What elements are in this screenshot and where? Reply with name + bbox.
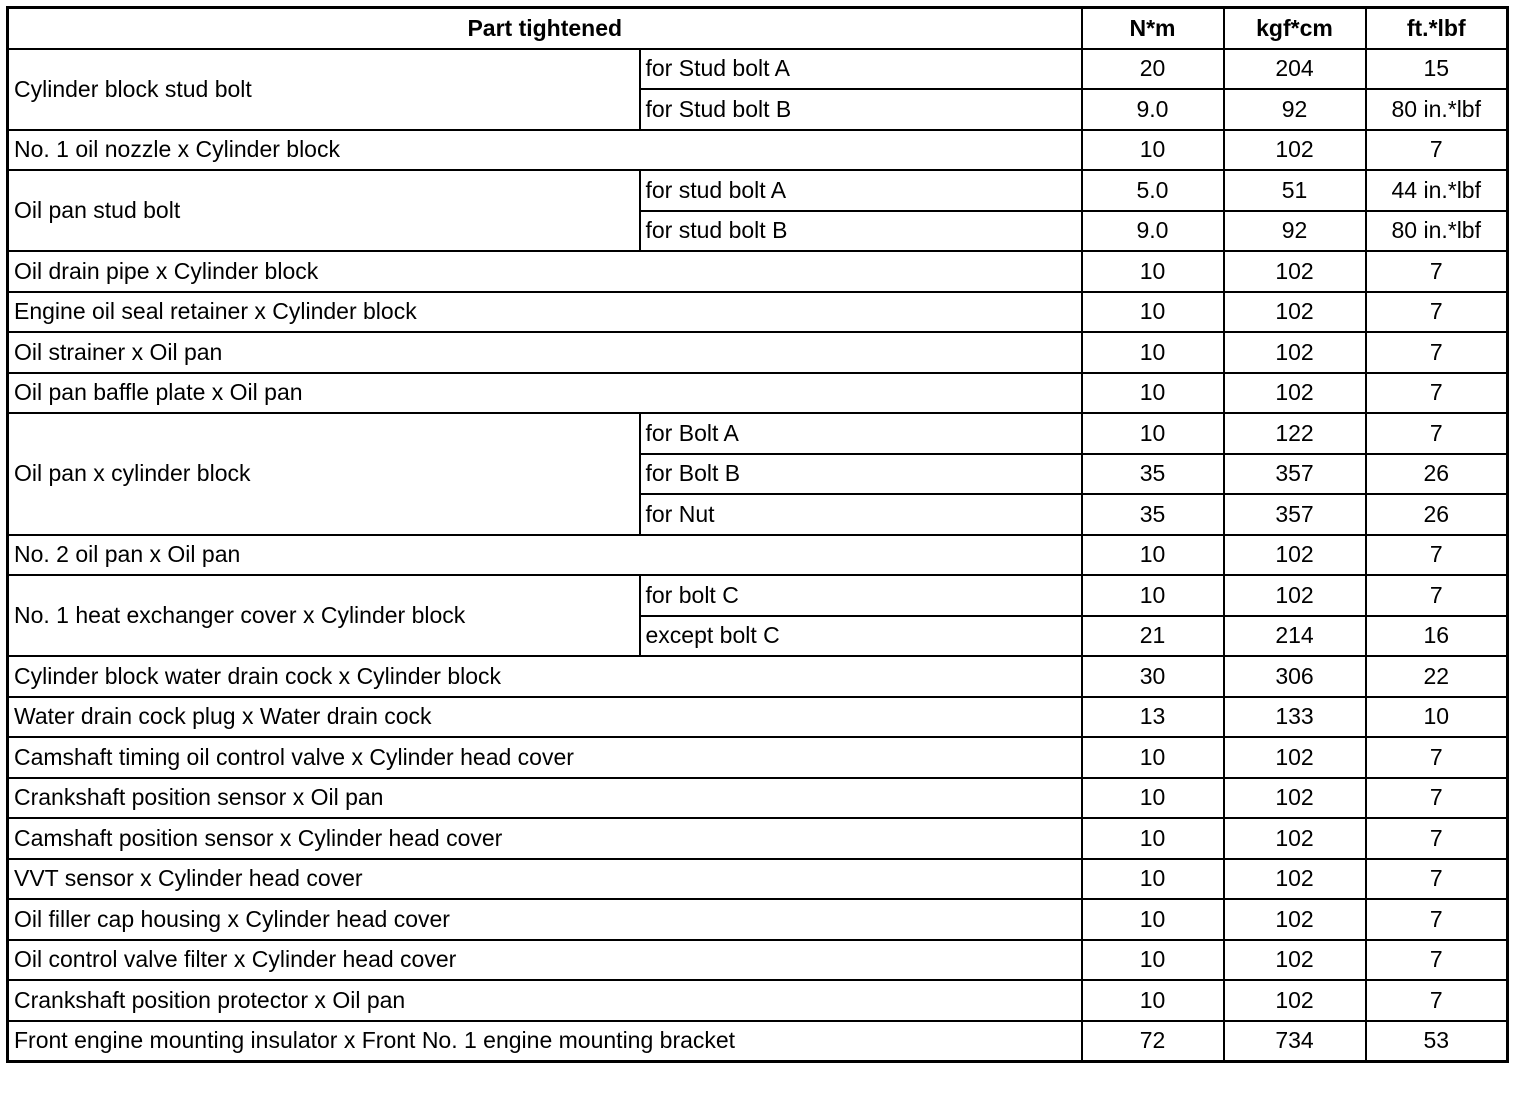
header-kgfcm: kgf*cm — [1224, 8, 1366, 49]
kgfcm-cell: 102 — [1224, 899, 1366, 940]
nm-cell: 10 — [1082, 818, 1224, 859]
kgfcm-cell: 357 — [1224, 494, 1366, 535]
sub-part-cell: for bolt C — [640, 575, 1082, 616]
kgfcm-cell: 102 — [1224, 373, 1366, 414]
part-cell: Oil pan x cylinder block — [8, 413, 640, 535]
torque-spec-table — [6, 6, 1509, 1063]
kgfcm-cell: 92 — [1224, 89, 1366, 130]
part-cell: Camshaft position sensor x Cylinder head cover — [8, 818, 1082, 859]
table-row — [8, 656, 1508, 697]
kgfcm-cell: 102 — [1224, 575, 1366, 616]
kgfcm-cell: 102 — [1224, 940, 1366, 981]
ftlbf-cell: 7 — [1366, 818, 1508, 859]
nm-cell: 10 — [1082, 130, 1224, 171]
table-row — [8, 332, 1508, 373]
kgfcm-cell: 357 — [1224, 454, 1366, 495]
nm-cell: 10 — [1082, 859, 1224, 900]
nm-cell: 35 — [1082, 454, 1224, 495]
ftlbf-cell: 44 in.*lbf — [1366, 170, 1508, 211]
nm-cell: 20 — [1082, 49, 1224, 90]
kgfcm-cell: 102 — [1224, 292, 1366, 333]
ftlbf-cell: 7 — [1366, 778, 1508, 819]
ftlbf-cell: 80 in.*lbf — [1366, 211, 1508, 252]
nm-cell: 30 — [1082, 656, 1224, 697]
table-row — [8, 899, 1508, 940]
nm-cell: 10 — [1082, 737, 1224, 778]
ftlbf-cell: 15 — [1366, 49, 1508, 90]
part-cell: Crankshaft position protector x Oil pan — [8, 980, 1082, 1021]
sub-part-cell: for Bolt A — [640, 413, 1082, 454]
sub-part-cell: for Stud bolt B — [640, 89, 1082, 130]
table-row — [8, 413, 1508, 454]
nm-cell: 35 — [1082, 494, 1224, 535]
part-cell: Camshaft timing oil control valve x Cylinder head cover — [8, 737, 1082, 778]
nm-cell: 21 — [1082, 616, 1224, 657]
table-row — [8, 940, 1508, 981]
kgfcm-cell: 102 — [1224, 332, 1366, 373]
ftlbf-cell: 7 — [1366, 859, 1508, 900]
header-ftlbf: ft.*lbf — [1366, 8, 1508, 49]
ftlbf-cell: 80 in.*lbf — [1366, 89, 1508, 130]
header-row — [8, 8, 1508, 49]
table-row — [8, 818, 1508, 859]
table-row — [8, 697, 1508, 738]
kgfcm-cell: 102 — [1224, 251, 1366, 292]
table-row — [8, 1021, 1508, 1062]
part-cell: Oil pan stud bolt — [8, 170, 640, 251]
nm-cell: 10 — [1082, 251, 1224, 292]
kgfcm-cell: 734 — [1224, 1021, 1366, 1062]
part-cell: Oil control valve filter x Cylinder head cover — [8, 940, 1082, 981]
table-row — [8, 130, 1508, 171]
table-row — [8, 251, 1508, 292]
table-row — [8, 373, 1508, 414]
table-row — [8, 778, 1508, 819]
kgfcm-cell: 306 — [1224, 656, 1366, 697]
ftlbf-cell: 7 — [1366, 535, 1508, 576]
ftlbf-cell: 16 — [1366, 616, 1508, 657]
part-cell: Water drain cock plug x Water drain cock — [8, 697, 1082, 738]
kgfcm-cell: 122 — [1224, 413, 1366, 454]
ftlbf-cell: 10 — [1366, 697, 1508, 738]
nm-cell: 13 — [1082, 697, 1224, 738]
table-row — [8, 535, 1508, 576]
ftlbf-cell: 7 — [1366, 292, 1508, 333]
kgfcm-cell: 204 — [1224, 49, 1366, 90]
nm-cell: 10 — [1082, 575, 1224, 616]
nm-cell: 10 — [1082, 778, 1224, 819]
ftlbf-cell: 7 — [1366, 899, 1508, 940]
ftlbf-cell: 7 — [1366, 373, 1508, 414]
ftlbf-cell: 7 — [1366, 413, 1508, 454]
ftlbf-cell: 7 — [1366, 940, 1508, 981]
sub-part-cell: for Bolt B — [640, 454, 1082, 495]
ftlbf-cell: 26 — [1366, 494, 1508, 535]
ftlbf-cell: 7 — [1366, 980, 1508, 1021]
part-cell: VVT sensor x Cylinder head cover — [8, 859, 1082, 900]
nm-cell: 10 — [1082, 535, 1224, 576]
header-nm: N*m — [1082, 8, 1224, 49]
nm-cell: 10 — [1082, 899, 1224, 940]
kgfcm-cell: 51 — [1224, 170, 1366, 211]
part-cell: No. 1 heat exchanger cover x Cylinder block — [8, 575, 640, 656]
sub-part-cell: for Stud bolt A — [640, 49, 1082, 90]
part-cell: Oil filler cap housing x Cylinder head cover — [8, 899, 1082, 940]
kgfcm-cell: 102 — [1224, 778, 1366, 819]
part-cell: Oil strainer x Oil pan — [8, 332, 1082, 373]
table-row — [8, 980, 1508, 1021]
nm-cell: 9.0 — [1082, 89, 1224, 130]
ftlbf-cell: 7 — [1366, 251, 1508, 292]
table-row — [8, 292, 1508, 333]
kgfcm-cell: 133 — [1224, 697, 1366, 738]
part-cell: No. 1 oil nozzle x Cylinder block — [8, 130, 1082, 171]
table-row — [8, 859, 1508, 900]
part-cell: Front engine mounting insulator x Front No. 1 engine mounting bracket — [8, 1021, 1082, 1062]
sub-part-cell: for stud bolt A — [640, 170, 1082, 211]
nm-cell: 10 — [1082, 940, 1224, 981]
ftlbf-cell: 22 — [1366, 656, 1508, 697]
table-row — [8, 49, 1508, 90]
ftlbf-cell: 7 — [1366, 575, 1508, 616]
part-cell: Crankshaft position sensor x Oil pan — [8, 778, 1082, 819]
kgfcm-cell: 102 — [1224, 535, 1366, 576]
nm-cell: 72 — [1082, 1021, 1224, 1062]
table-body — [8, 49, 1508, 1062]
ftlbf-cell: 7 — [1366, 332, 1508, 373]
ftlbf-cell: 7 — [1366, 737, 1508, 778]
kgfcm-cell: 102 — [1224, 818, 1366, 859]
kgfcm-cell: 214 — [1224, 616, 1366, 657]
kgfcm-cell: 92 — [1224, 211, 1366, 252]
sub-part-cell: for Nut — [640, 494, 1082, 535]
kgfcm-cell: 102 — [1224, 737, 1366, 778]
ftlbf-cell: 53 — [1366, 1021, 1508, 1062]
table-row — [8, 575, 1508, 616]
nm-cell: 10 — [1082, 373, 1224, 414]
part-cell: Cylinder block water drain cock x Cylinder block — [8, 656, 1082, 697]
sub-part-cell: for stud bolt B — [640, 211, 1082, 252]
ftlbf-cell: 7 — [1366, 130, 1508, 171]
sub-part-cell: except bolt C — [640, 616, 1082, 657]
kgfcm-cell: 102 — [1224, 130, 1366, 171]
part-cell: Oil pan baffle plate x Oil pan — [8, 373, 1082, 414]
table-row — [8, 170, 1508, 211]
nm-cell: 10 — [1082, 413, 1224, 454]
part-cell: Oil drain pipe x Cylinder block — [8, 251, 1082, 292]
nm-cell: 10 — [1082, 292, 1224, 333]
part-cell: Cylinder block stud bolt — [8, 49, 640, 130]
ftlbf-cell: 26 — [1366, 454, 1508, 495]
kgfcm-cell: 102 — [1224, 859, 1366, 900]
part-cell: Engine oil seal retainer x Cylinder block — [8, 292, 1082, 333]
header-part-tightened: Part tightened — [8, 8, 1082, 49]
nm-cell: 5.0 — [1082, 170, 1224, 211]
nm-cell: 9.0 — [1082, 211, 1224, 252]
nm-cell: 10 — [1082, 980, 1224, 1021]
part-cell: No. 2 oil pan x Oil pan — [8, 535, 1082, 576]
kgfcm-cell: 102 — [1224, 980, 1366, 1021]
nm-cell: 10 — [1082, 332, 1224, 373]
table-row — [8, 737, 1508, 778]
